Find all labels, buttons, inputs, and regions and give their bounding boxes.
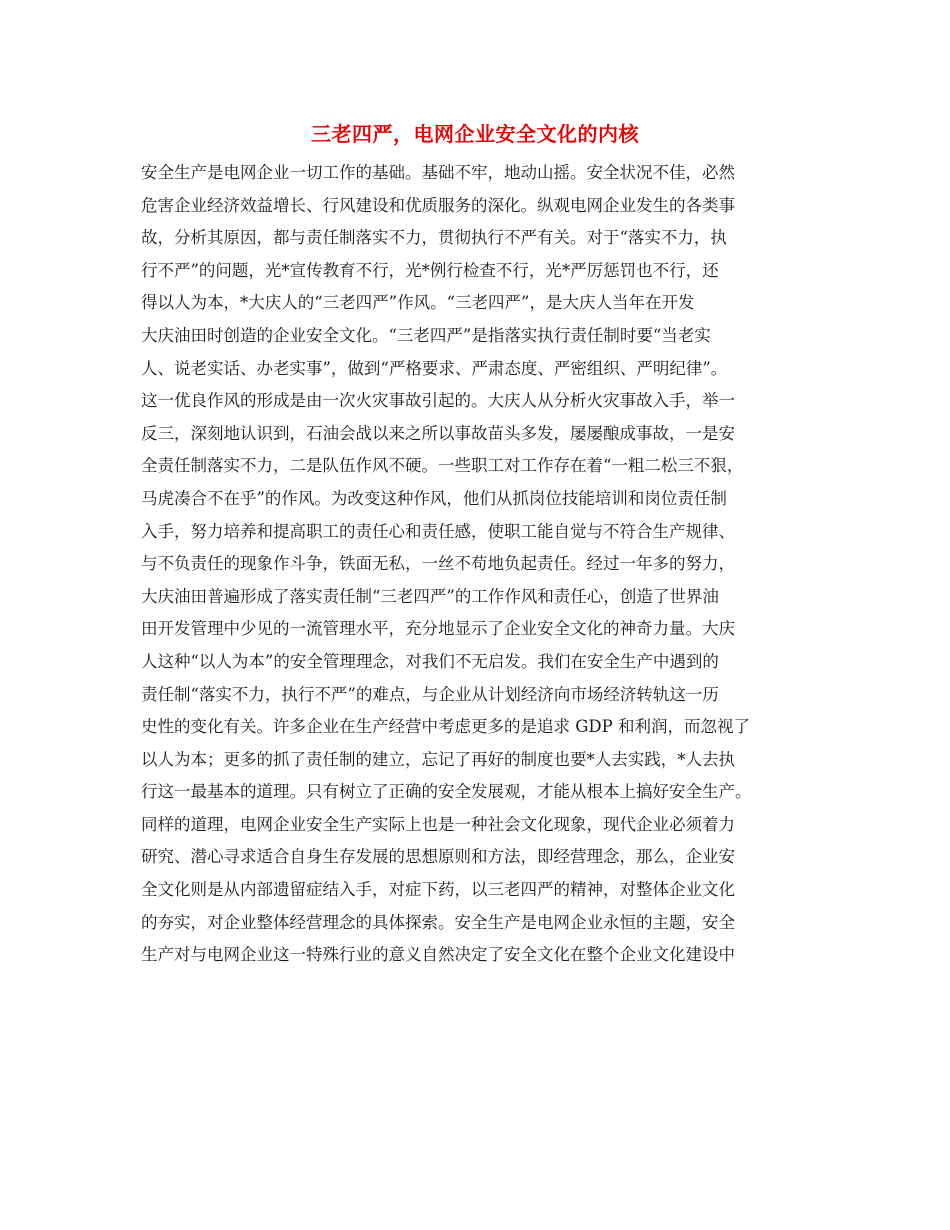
- body-line: 研究、潜心寻求适合自身生存发展的思想原则和方法，即经营理念，那么，企业安: [141, 847, 735, 867]
- body-line: 生产对与电网企业这一特殊行业的意义自然决定了安全文化在整个企业文化建设中: [141, 945, 735, 965]
- body-line: 入手，努力培养和提高职工的责任心和责任感，使职工能自觉与不符合生产规律、: [141, 521, 735, 541]
- body-line: 以人为本；更多的抓了责任制的建立，忘记了再好的制度也要*人去实践，*人去执: [141, 749, 735, 769]
- body-line: 同样的道理，电网企业安全生产实际上也是一种社会文化现象，现代企业必须着力: [141, 814, 735, 834]
- body-line: 大庆油田时创造的企业安全文化。“三老四严”是指落实执行责任制时要“当老实: [141, 325, 711, 345]
- document-body: [141, 157, 817, 972]
- body-line: 全文化则是从内部遗留症结入手，对症下药，以三老四严的精神，对整体企业文化: [141, 880, 735, 900]
- body-line: 得以人为本，*大庆人的“三老四严”作风。“三老四严”，是大庆人当年在开发: [141, 293, 695, 313]
- body-line: 危害企业经济效益增长、行风建设和优质服务的深化。纵观电网企业发生的各类事: [141, 195, 735, 215]
- body-line: 故，分析其原因，都与责任制落实不力，贯彻执行不严有关。对于“落实不力，执: [141, 228, 727, 248]
- document-title: 三老四严，电网企业安全文化的内核: [311, 122, 639, 146]
- body-line: 责任制“落实不力，执行不严”的难点，与企业从计划经济向市场经济转轨这一历: [141, 684, 719, 704]
- body-line: 马虎凑合不在乎”的作风。为改变这种作风，他们从抓岗位技能培训和岗位责任制: [141, 488, 727, 508]
- body-line: 全责任制落实不力，二是队伍作风不硬。一些职工对工作存在着“一粗二松三不狠，: [141, 456, 744, 476]
- body-line: 这一优良作风的形成是由一次火灾事故引起的。大庆人从分析火灾事故入手，举一: [141, 391, 735, 411]
- body-line: 与不负责任的现象作斗争，铁面无私，一丝不苟地负起责任。经过一年多的努力，: [141, 554, 735, 574]
- body-line: 的夯实，对企业整体经营理念的具体探索。安全生产是电网企业永恒的主题，安全: [141, 912, 735, 932]
- body-line: 人、说老实话、办老实事”，做到“严格要求、严肃态度、严密组织、严明纪律”。: [141, 358, 728, 378]
- body-line: 行不严”的问题，光*宣传教育不行，光*例行检查不行，光*严厉惩罚也不行，还: [141, 260, 719, 280]
- body-line: 行这一最基本的道理。只有树立了正确的安全发展观，才能从根本上搞好安全生产。: [141, 782, 752, 802]
- body-line: 大庆油田普遍形成了落实责任制“三老四严”的工作作风和责任心，创造了世界油: [141, 586, 719, 606]
- body-line: 史性的变化有关。许多企业在生产经营中考虑更多的是追求 GDP 和利润，而忽视了: [141, 717, 751, 737]
- body-line: 安全生产是电网企业一切工作的基础。基础不牢，地动山摇。安全状况不佳，必然: [141, 163, 735, 182]
- body-line: 田开发管理中少见的一流管理水平，充分地显示了企业安全文化的神奇力量。大庆: [141, 619, 735, 639]
- body-line: 反三，深刻地认识到，石油会战以来之所以事故苗头多发，屡屡酿成事故，一是安: [141, 423, 735, 443]
- body-line: 人这种“以人为本”的安全管理理念，对我们不无启发。我们在安全生产中遇到的: [141, 651, 719, 671]
